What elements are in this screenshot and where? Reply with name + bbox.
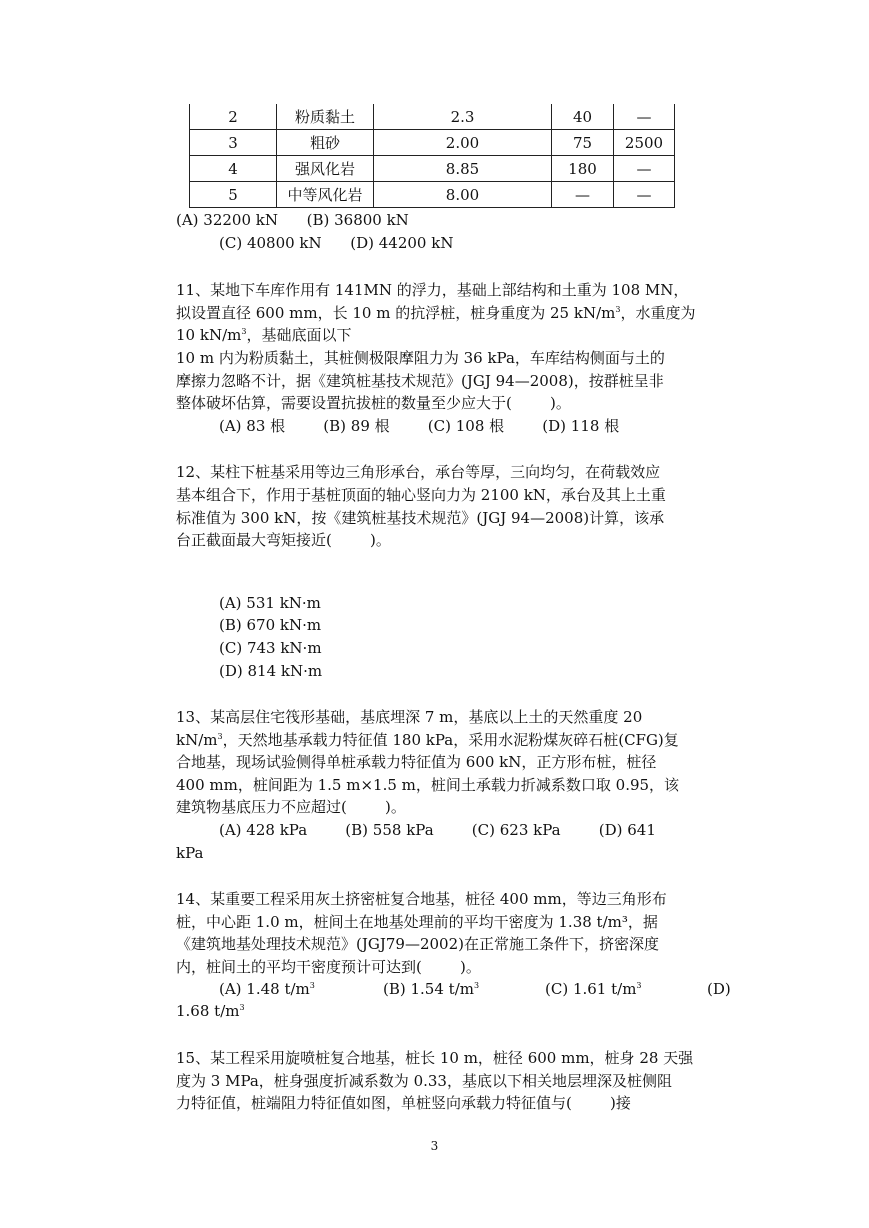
q12-text-line2: 基本组合下，作用于基桩顶面的轴心竖向力为 2100 kN，承台及其上土重	[176, 486, 666, 504]
table-row	[190, 182, 675, 208]
q13-text-line1: 13、某高层住宅筏形基础，基底埋深 7 m，基底以上土的天然重度 20	[176, 708, 643, 726]
q14-option-a: (A) 1.48 $t/m^3$	[219, 980, 315, 998]
q12-text-line3: 标准值为 300 kN，按《建筑桩基技术规范》(JGJ 94—2008)计算，该承	[176, 509, 665, 527]
q13-text-line3: 合地基，现场试验侧得单桩承载力特征值为 600 kN，正方形布桩，桩径	[176, 753, 657, 771]
table-cell: —	[614, 156, 675, 182]
page-number: 3	[430, 1139, 439, 1153]
q12-text-line1: 12、某柱下桩基采用等边三角形承台，承台等厚，三向均匀，在荷载效应	[176, 463, 661, 481]
q15-text-line2: 度为 3 MPa，桩身强度折减系数为 0.33，基底以下相关地层埋深及桩侧阻	[176, 1072, 672, 1090]
table-cell: 2	[190, 104, 277, 130]
table-cell: 5	[190, 182, 277, 208]
q12-option-b: (B) 670 kN·m	[219, 616, 322, 634]
table-cell: 180	[552, 156, 614, 182]
table-cell: 粗砂	[277, 130, 374, 156]
q13-options-wrap: kPa	[176, 844, 204, 862]
q12-option-a: (A) 531 kN·m	[219, 594, 321, 612]
q14-option-b: (B) 1.54 $t/m^3$	[383, 980, 480, 998]
q15-text-line1: 15、某工程采用旋喷桩复合地基，桩长 10 m，桩径 600 mm，桩身 28 天强	[176, 1049, 694, 1067]
q13-text-line2: $kN/m^3$，天然地基承载力特征值 180 kPa，采用水泥粉煤灰碎石桩(CFG)复	[176, 731, 679, 749]
q10-options-line1: (A) 32200 kN (B) 36800 kN	[176, 211, 409, 229]
q13-options: (A) 428 kPa (B) 558 kPa (C) 623 kPa (D) 641	[219, 821, 656, 839]
table-cell: 40	[552, 104, 614, 130]
soil-layer-table	[189, 104, 675, 208]
q13-text-line5: 建筑物基底压力不应超过( )。	[176, 798, 406, 816]
table-cell: —	[614, 182, 675, 208]
q11-text-line5: 摩擦力忽略不计，据《建筑桩基技术规范》(JGJ 94—2008)，按群桩呈非	[176, 372, 664, 390]
table-row	[190, 130, 675, 156]
q11-text-line2: 拟设置直径 600 mm，长 10 m 的抗浮桩，桩身重度为 25 $kN/m^3$，水重度为	[176, 304, 696, 322]
table-cell: 中等风化岩	[277, 182, 374, 208]
table-cell: 4	[190, 156, 277, 182]
q12-option-c: (C) 743 kN·m	[219, 639, 322, 657]
table-cell: 8.00	[374, 182, 552, 208]
table-cell: 强风化岩	[277, 156, 374, 182]
table-cell: 2.00	[374, 130, 552, 156]
table-cell: 2500	[614, 130, 675, 156]
table-cell: 粉质黏土	[277, 104, 374, 130]
q12-option-d: (D) 814 kN·m	[219, 662, 323, 680]
table-cell: 75	[552, 130, 614, 156]
table-cell: 2.3	[374, 104, 552, 130]
q14-text-line1: 14、某重要工程采用灰土挤密桩复合地基，桩径 400 mm，等边三角形布	[176, 890, 667, 908]
q13-text-line4: 400 mm，桩间距为 1.5 m×1.5 m，桩间土承载力折减系数口取 0.95，该	[176, 776, 680, 794]
q15-text-line3: 力特征值，桩端阻力特征值如图，单桩竖向承载力特征值与( )接	[176, 1094, 631, 1112]
table-cell: —	[614, 104, 675, 130]
q10-options-line2: (C) 40800 kN (D) 44200 kN	[219, 234, 454, 252]
q14-option-d: (D)	[707, 980, 731, 998]
table-cell: 8.85	[374, 156, 552, 182]
table-cell: 3	[190, 130, 277, 156]
table-row	[190, 104, 675, 130]
q14-text-line3: 《建筑地基处理技术规范》(JGJ79—2002)在正常施工条件下，挤密深度	[176, 935, 659, 953]
q14-option-c: (C) 1.61 $t/m^3$	[545, 980, 642, 998]
q14-text-line2: 桩，中心距 1.0 m，桩间土在地基处理前的平均干密度为 1.38 t/m³，据	[176, 913, 658, 931]
table-cell: —	[552, 182, 614, 208]
q12-text-line4: 台正截面最大弯矩接近( )。	[176, 531, 391, 549]
q11-text-line4: 10 m 内为粉质黏土，其桩侧极限摩阻力为 36 kPa，车库结构侧面与土的	[176, 349, 665, 367]
q14-text-line4: 内，桩间土的平均干密度预计可达到( )。	[176, 958, 481, 976]
table-row	[190, 156, 675, 182]
q11-text-line3: 10 $kN/m^3$，基础底面以下	[176, 326, 352, 344]
q11-options: (A) 83 根 (B) 89 根 (C) 108 根 (D) 118 根	[219, 417, 620, 435]
q11-text-line6: 整体破坏估算，需要设置抗拔桩的数量至少应大于( )。	[176, 394, 571, 412]
q14-option-d-wrap: 1.68 $t/m^3$	[176, 1002, 245, 1020]
q11-text-line1: 11、某地下车库作用有 141MN 的浮力，基础上部结构和土重为 108 MN，	[176, 281, 689, 299]
